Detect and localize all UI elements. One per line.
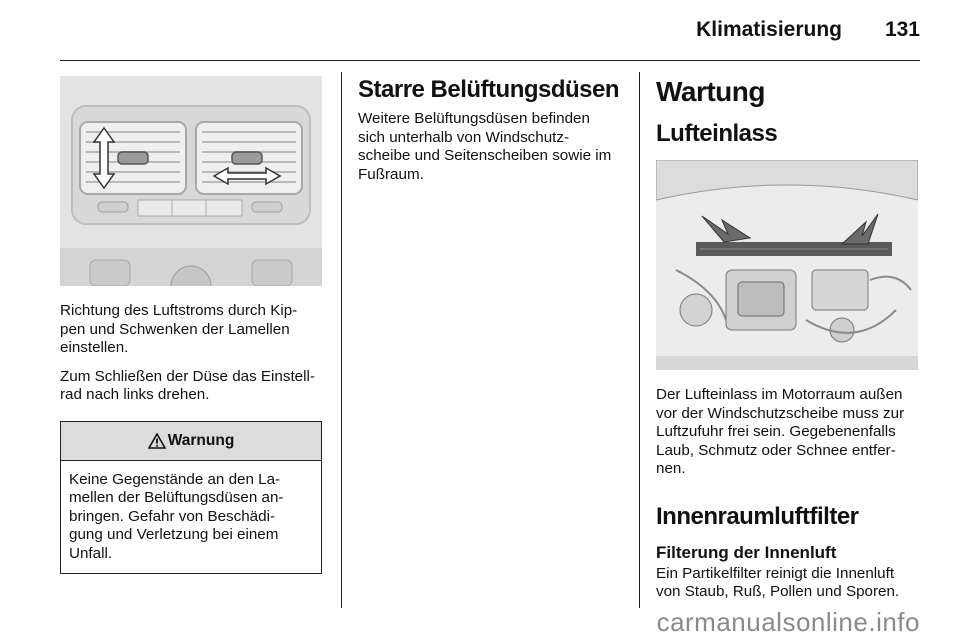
subheading-cabin-air-filtering: Filterung der Innenluft: [656, 542, 837, 562]
column-2: [358, 76, 624, 184]
section-title: Klimatisierung: [696, 18, 842, 41]
warning-box: [60, 421, 322, 575]
subheading-air-intake: Lufteinlass: [656, 120, 778, 147]
section-heading-cabin-filter: Innenraumluftfilter: [656, 502, 859, 530]
column-1: [60, 76, 324, 574]
warning-body: Keine Gegenstände an den La- mellen der Belüftungsdüsen an- bringen. Gefahr von Beschädi- gung und Verletzung bei einem Unfall.: [69, 470, 284, 562]
warning-triangle-icon: [148, 433, 166, 449]
warning-header: [61, 422, 321, 461]
watermark: carmanualsonline.info: [656, 607, 920, 637]
header-rule: [60, 60, 920, 61]
warning-title: Warnung: [167, 431, 235, 449]
engine-bay-illustration: [656, 160, 918, 370]
air-vent-illustration: [60, 76, 322, 286]
air-intake-text: Der Lufteinlass im Motorraum außen vor der Windschutzscheibe muss zur Luftzufuhr frei sein. Gegebenenfalls Laub, Schmutz oder Schnee entfer- nen.: [656, 386, 905, 477]
column-3: [656, 76, 920, 602]
cabin-filter-text: Ein Partikelfilter reinigt die Innenluft von Staub, Ruß, Pollen und Sporen.: [656, 564, 900, 600]
column-divider-1: [341, 72, 342, 608]
vent-adjust-text: Richtung des Luftstroms durch Kip- pen und Schwenken der Lamellen einstellen.: [60, 302, 298, 356]
page-number: 131: [884, 18, 920, 41]
vent-close-text: Zum Schließen der Düse das Einstell- rad nach links drehen.: [60, 367, 315, 403]
section-heading-fixed-vents: Starre Belüftungsdüsen: [358, 76, 620, 103]
section-heading-maintenance: Wartung: [656, 76, 765, 107]
fixed-vents-text: Weitere Belüftungsdüsen befinden sich unterhalb von Windschutz- scheibe und Seitenscheiben sowie im Fußraum.: [358, 110, 612, 183]
page-header: [0, 0, 960, 62]
column-divider-2: [639, 72, 640, 608]
